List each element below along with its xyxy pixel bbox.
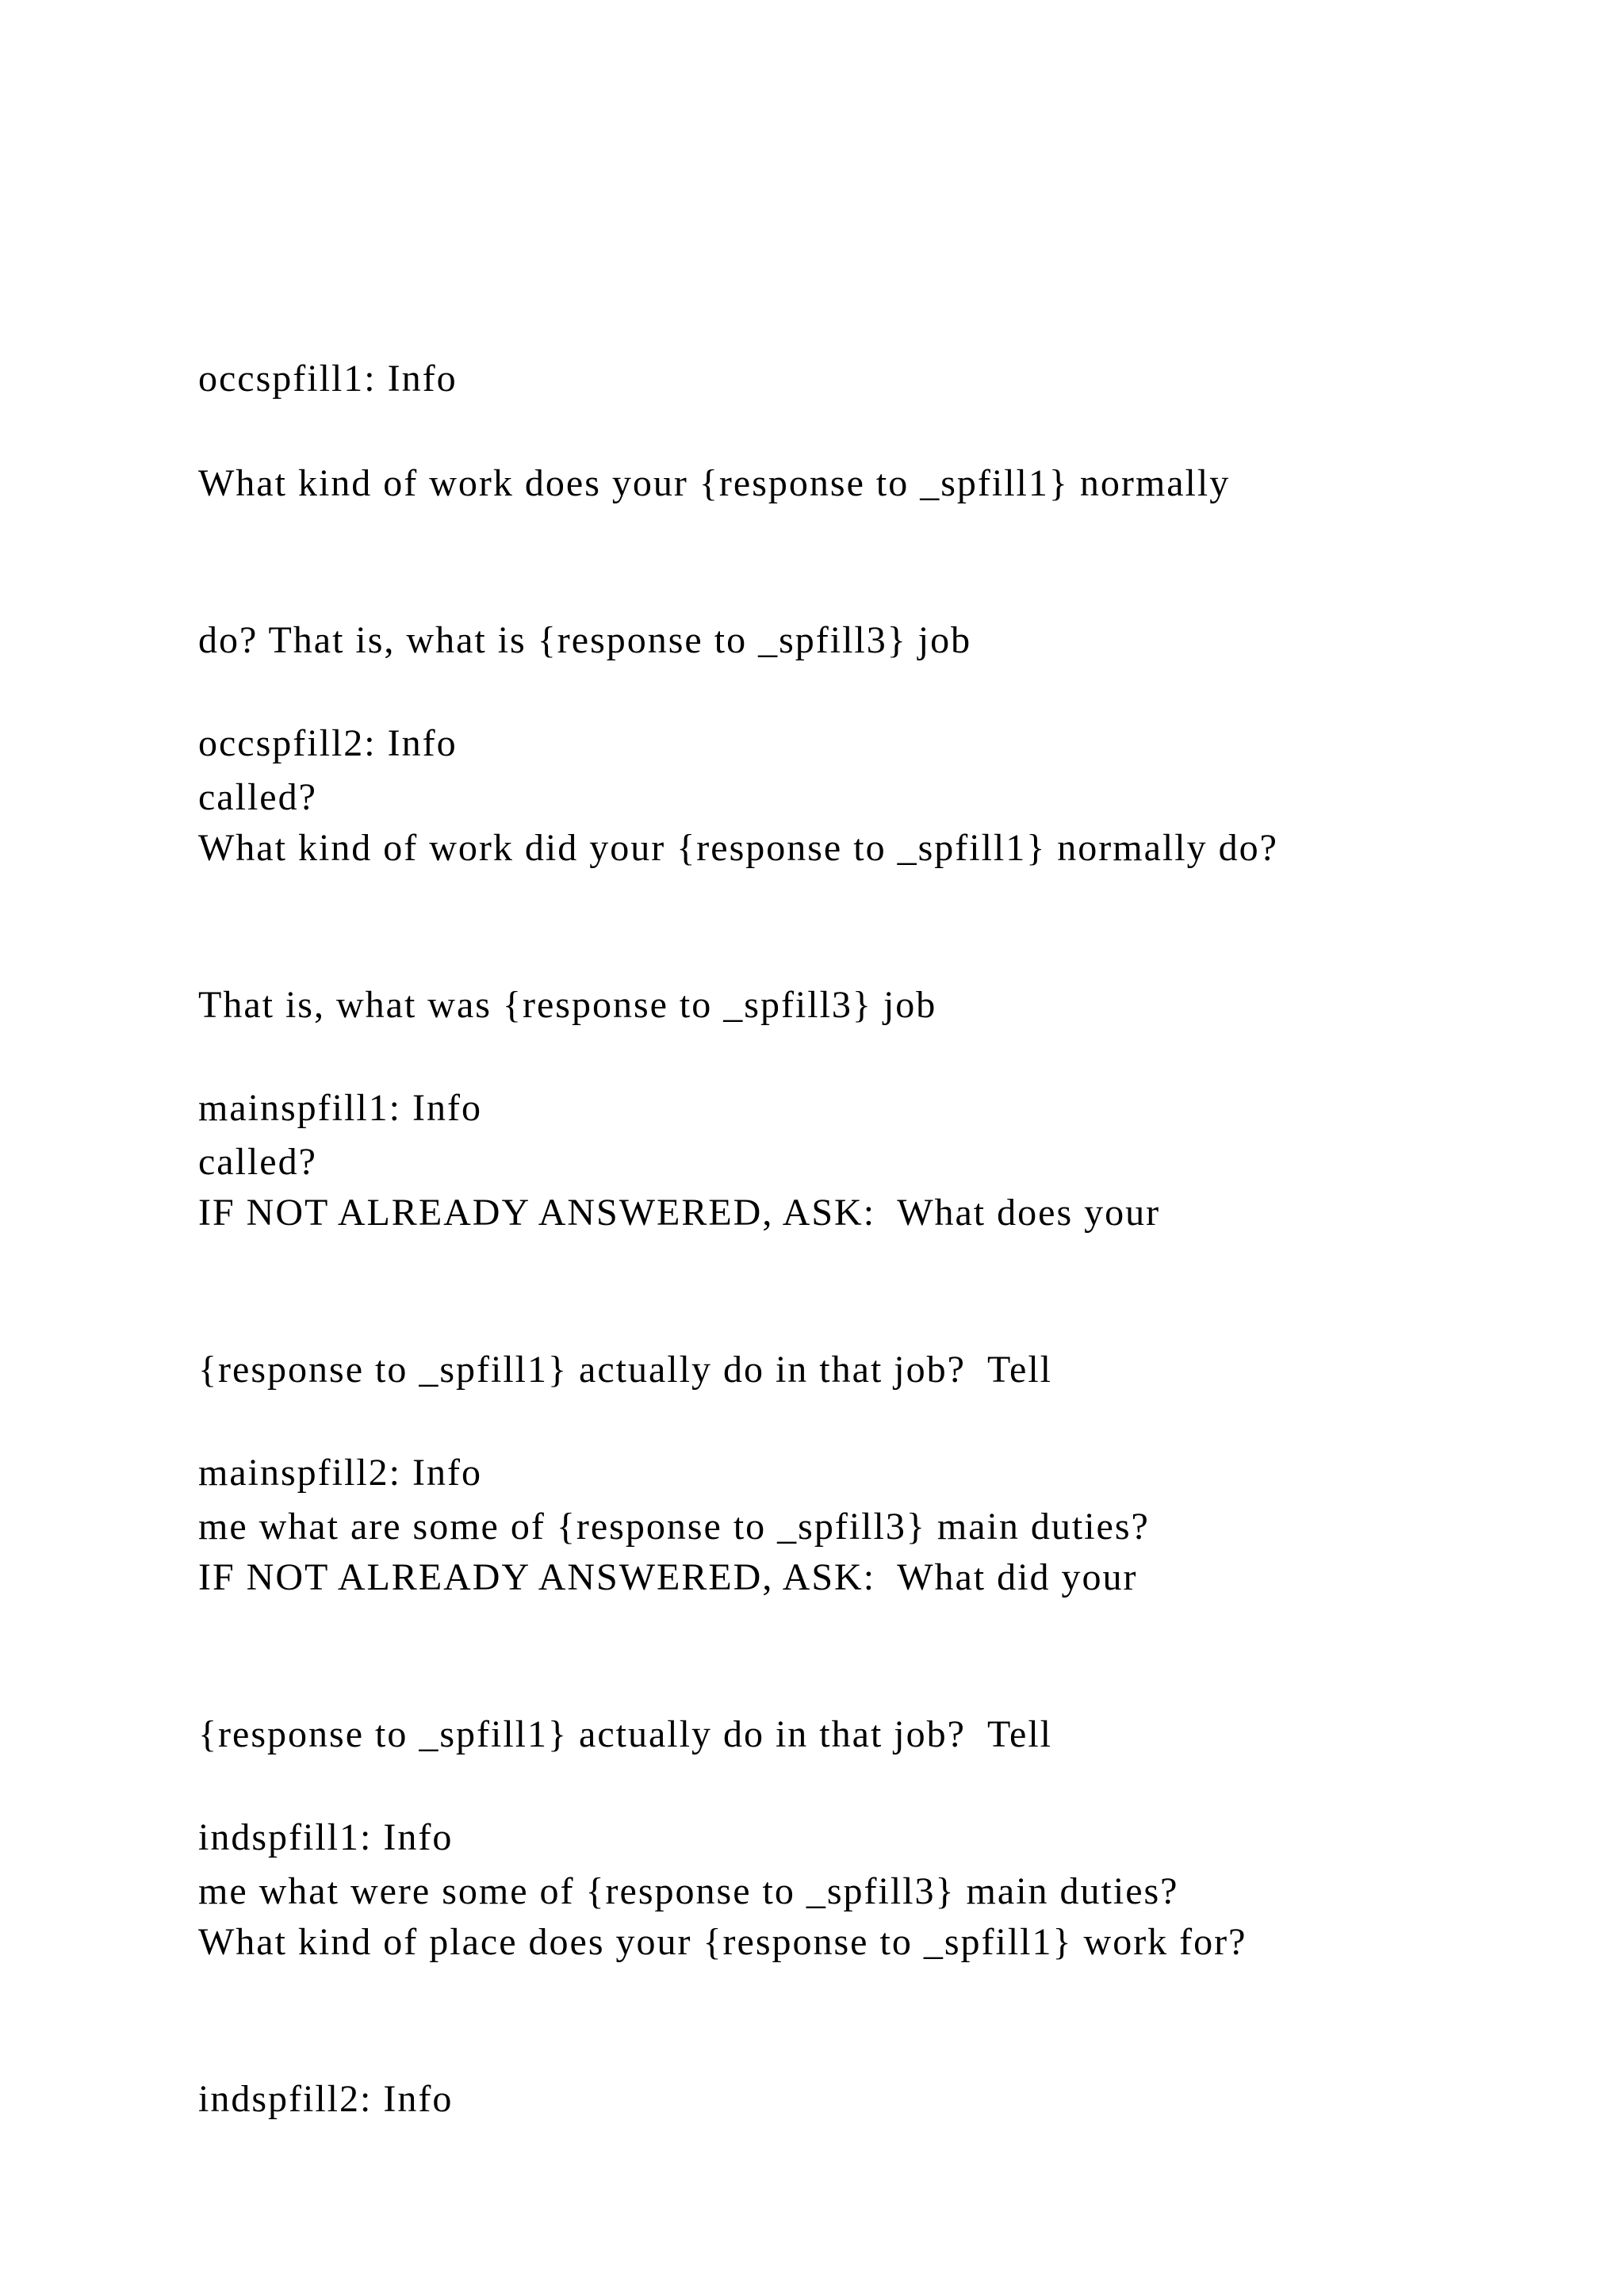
body-line: do? That is, what is {response to _spfill3} job <box>198 619 972 661</box>
body-line: me what are some of {response to _spfill3} main duties? <box>198 1506 1150 1548</box>
body-line: called? <box>198 776 317 818</box>
section-heading-indspfill2 <box>198 1969 1594 2230</box>
body-line: {response to _spfill1} actually do in that job? Tell <box>198 1349 1052 1391</box>
body-line: me what were some of {response to _spfill3} main duties? <box>198 1870 1179 1912</box>
heading-text: indspfill1: Info <box>198 1816 454 1858</box>
heading-text: occspfill1: Info <box>198 358 458 400</box>
heading-text: mainspfill1: Info <box>198 1087 482 1129</box>
body-line: IF NOT ALREADY ANSWERED, ASK: What did your <box>198 1556 1138 1598</box>
heading-text: occspfill2: Info <box>198 722 458 764</box>
heading-text: indspfill2: Info <box>198 2078 454 2120</box>
body-line: {response to _spfill1} actually do in that job? Tell <box>198 1713 1052 1755</box>
body-line: What kind of work does your {response to _spfill1} normally <box>198 462 1231 504</box>
body-line: That is, what was {response to _spfill3} job <box>198 984 937 1026</box>
body-line: What kind of place does your {response to _spfill1} work for? <box>198 1921 1247 1963</box>
body-line: IF NOT ALREADY ANSWERED, ASK: What does your <box>198 1192 1161 1234</box>
body-line: What kind of work did your {response to _spfill1} normally do? <box>198 827 1278 869</box>
body-line: called? <box>198 1141 317 1183</box>
heading-text: mainspfill2: Info <box>198 1452 482 1494</box>
